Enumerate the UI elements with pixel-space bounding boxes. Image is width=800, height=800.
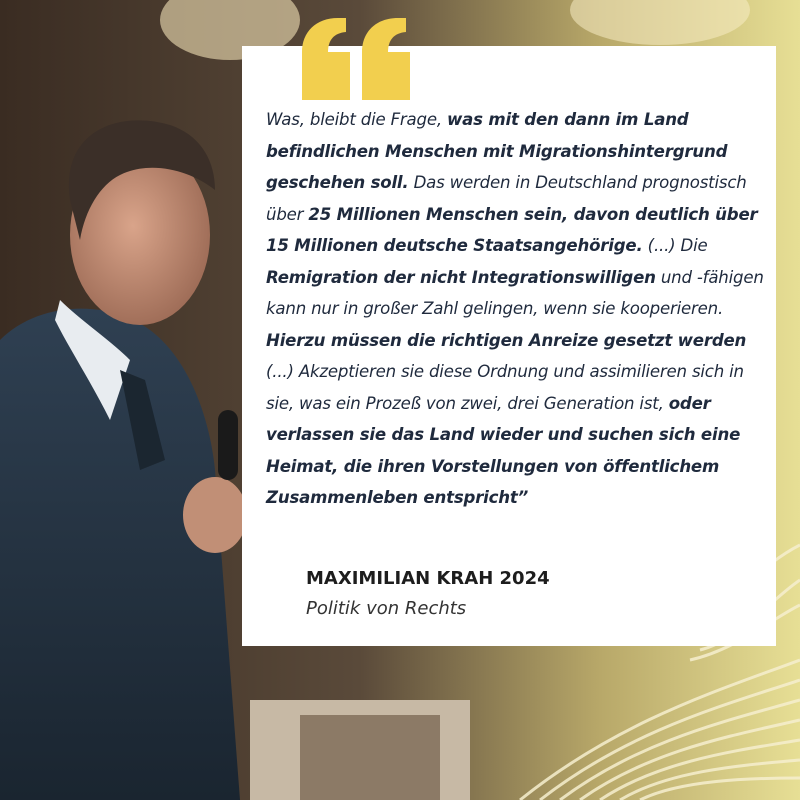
quote-segment: Das werden in Deutschland prognostisch über bbox=[266, 173, 747, 224]
quote-segment: Remigration der nicht Integrationswilligen bbox=[266, 267, 656, 287]
opening-quote-icon bbox=[302, 18, 412, 100]
quote-text bbox=[266, 104, 766, 514]
quote-author: MAXIMILIAN KRAH 2024 bbox=[306, 568, 550, 589]
quote-segment: (...) Akzeptieren sie diese Ordnung und assimilieren sich in sie, was ein Prozeß von zwei, drei Generation ist, bbox=[266, 362, 744, 413]
quote-segment: Was, bleibt die Frage, bbox=[266, 110, 447, 129]
quote-segment: und -fähigen kann nur in großer Zahl gelingen, wenn sie kooperieren. bbox=[266, 267, 764, 318]
quote-segment: was mit den dann im Land befindlichen Menschen mit Migrationshintergrund geschehen soll. bbox=[266, 110, 728, 192]
quote-segment: oder verlassen sie das Land wieder und suchen sich eine Heimat, die ihren Vorstellungen von öffentlichem Zusammenleben entspricht” bbox=[266, 393, 741, 507]
quote-segment: (...) Die bbox=[642, 236, 708, 255]
quote-segment: Hierzu müssen die richtigen Anreize gesetzt werden bbox=[266, 330, 747, 350]
quote-segment: 25 Millionen Menschen sein, davon deutlich über 15 Millionen deutsche Staatsangehörige. bbox=[266, 204, 758, 255]
quote-source: Politik von Rechts bbox=[306, 598, 467, 619]
